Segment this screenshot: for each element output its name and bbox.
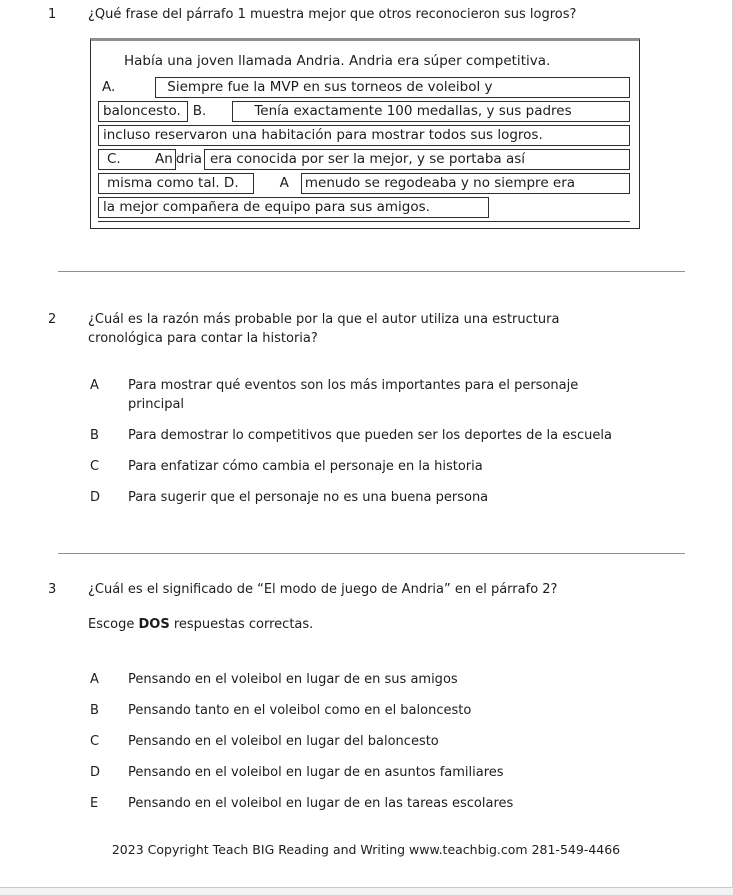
option-text: Pensando tanto en el voleibol como en el baloncesto <box>128 703 472 718</box>
question-3-text: ¿Cuál es el significado de “El modo de juego de Andria” en el párrafo 2? <box>88 582 558 597</box>
question-2-number: 2 <box>48 312 57 327</box>
phrase-text-a-word: A <box>279 175 289 191</box>
phrase-box-b: Tenía exactamente 100 medallas, y sus padres <box>232 101 630 122</box>
question-1-head <box>48 0 732 24</box>
option-text: Para demostrar lo competitivos que pueden ser los deportes de la escuela <box>128 428 612 443</box>
passage-row-c <box>98 147 630 171</box>
option-row <box>90 701 732 720</box>
footer-copyright: 2023 Copyright Teach BIG Reading and Writing www.teachbig.com 281-549-4466 <box>111 842 621 857</box>
passage-row-c2-d <box>98 171 630 195</box>
page-edge-strip <box>0 888 733 895</box>
option-letter: E <box>90 796 99 811</box>
phrase-label-a: A. <box>102 79 116 95</box>
option-row <box>90 670 732 689</box>
passage-bottom-rule <box>98 221 630 222</box>
option-letter: C <box>90 734 100 749</box>
option-letter: B <box>90 428 99 443</box>
option-row <box>90 794 732 813</box>
option-row <box>90 732 732 751</box>
question-2-text: ¿Cuál es la razón más probable por la que el autor utiliza una estructura cronológica para contar la historia? <box>88 312 560 346</box>
option-letter: A <box>90 378 99 393</box>
option-text: Para enfatizar cómo cambia el personaje en la historia <box>128 459 483 474</box>
passage-row-a2-b <box>98 99 630 123</box>
option-text: Pensando en el voleibol en lugar de en asuntos familiares <box>128 765 504 780</box>
option-row <box>90 426 732 445</box>
option-row <box>90 488 732 507</box>
option-row <box>90 763 732 782</box>
phrase-box-b-continued: incluso reservaron una habitación para mostrar todos sus logros. <box>98 125 630 146</box>
question-3-head <box>48 580 732 599</box>
question-3-instruction <box>88 615 732 634</box>
option-letter: A <box>90 672 99 687</box>
instruction-prefix: Escoge <box>88 617 139 632</box>
question-2-options <box>0 376 732 507</box>
question-3-options <box>0 670 732 813</box>
phrase-box-c-continued: misma como tal. D. <box>98 173 254 194</box>
phrase-label-b: B. <box>192 103 207 119</box>
phrase-box-d: menudo se regodeaba y no siempre era <box>301 173 630 194</box>
question-3-section <box>0 580 732 813</box>
passage-row-d2 <box>98 195 630 219</box>
passage-intro: Había una joven llamada Andria. Andria era súper competitiva. <box>124 53 551 69</box>
question-2-section <box>0 310 732 507</box>
question-1-number: 1 <box>48 7 57 22</box>
passage-row-a <box>98 75 630 99</box>
phrase-label-c-box: C. An <box>98 149 176 170</box>
option-text: Para mostrar qué eventos son los más importantes para el personaje principal <box>128 378 579 412</box>
option-row <box>90 376 732 414</box>
question-2-head <box>48 310 732 348</box>
instruction-suffix: respuestas correctas. <box>169 617 314 632</box>
phrase-box-a-continued: baloncesto. <box>98 101 188 122</box>
option-text: Para sugerir que el personaje no es una buena persona <box>128 490 489 505</box>
instruction-bold-dos: DOS <box>138 617 170 632</box>
question-1-section <box>0 0 732 229</box>
option-letter: D <box>90 765 101 780</box>
phrase-box-c: era conocida por ser la mejor, y se portaba así <box>204 149 630 170</box>
option-text: Pensando en el voleibol en lugar del baloncesto <box>128 734 439 749</box>
option-text: Pensando en el voleibol en lugar de en las tareas escolares <box>128 796 514 811</box>
option-letter: C <box>90 459 100 474</box>
passage-box <box>90 38 640 229</box>
divider-2 <box>58 553 685 554</box>
option-letter: B <box>90 703 99 718</box>
option-row <box>90 457 732 476</box>
option-letter: D <box>90 490 101 505</box>
phrase-text-dria: dria <box>175 151 202 167</box>
phrase-box-d-continued: la mejor compañera de equipo para sus amigos. <box>98 197 489 218</box>
option-text: Pensando en el voleibol en lugar de en sus amigos <box>128 672 458 687</box>
question-1-text: ¿Qué frase del párrafo 1 muestra mejor que otros reconocieron sus logros? <box>88 7 577 22</box>
question-3-number: 3 <box>48 582 57 597</box>
passage-row-b2 <box>98 123 630 147</box>
divider-1 <box>58 271 685 272</box>
phrase-box-a: Siempre fue la MVP en sus torneos de voleibol y <box>155 77 630 98</box>
